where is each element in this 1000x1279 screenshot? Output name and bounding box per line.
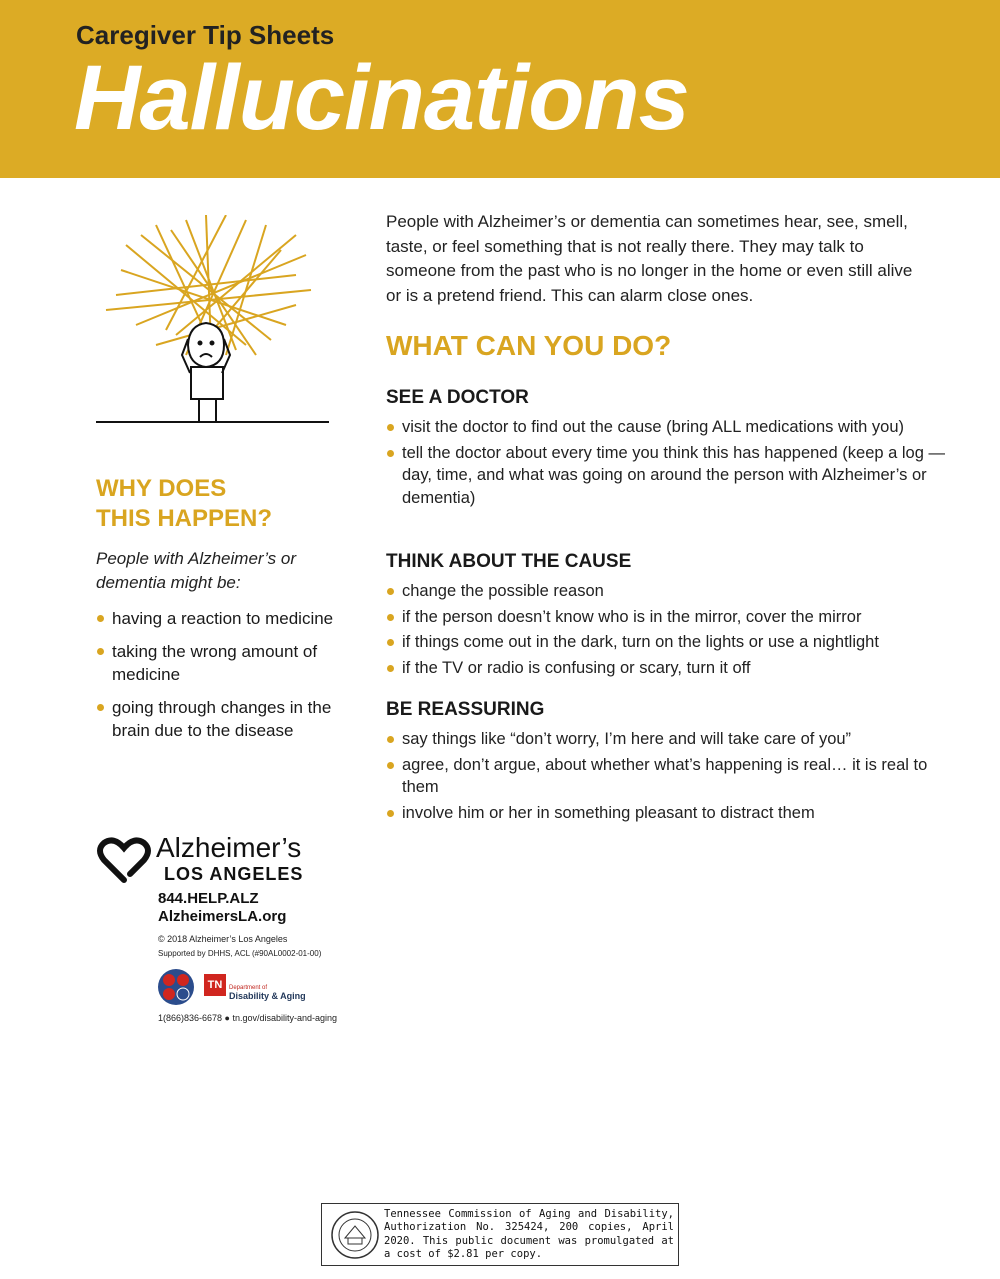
copyright: © 2018 Alzheimer’s Los Angeles xyxy=(158,934,288,944)
list-item: agree, don’t argue, about whether what’s happening is real… it is real to them xyxy=(386,754,946,799)
authorization-notice xyxy=(321,1203,679,1266)
alzheimers-la-logo xyxy=(96,832,356,892)
why-intro: People with Alzheimer’s or dementia might be: xyxy=(96,549,296,592)
state-seal-icon xyxy=(330,1210,380,1260)
list-item: say things like “don’t worry, I’m here and will take care of you” xyxy=(386,728,946,751)
list-item: if things come out in the dark, turn on the lights or use a nightlight xyxy=(386,631,946,654)
list-item: involve him or her in something pleasant to distract them xyxy=(386,802,946,825)
tn-contact: 1(866)836-6678 ● tn.gov/disability-and-aging xyxy=(158,1013,338,1023)
see-a-doctor-list xyxy=(386,416,946,512)
list-item: having a reaction to medicine xyxy=(96,607,346,630)
reasons-list xyxy=(96,607,346,752)
notice-text: Tennessee Commission of Aging and Disability, Authorization No. 325424, 200 copies, April 2020. This public document was promulgated at a cost of $2.81 per copy. xyxy=(384,1208,674,1260)
heart-ribbon-icon xyxy=(96,836,152,884)
what-can-you-do-heading: WHAT CAN YOU DO? xyxy=(386,330,672,361)
logo-name: Alzheimer’s xyxy=(156,832,302,863)
list-item: change the possible reason xyxy=(386,580,946,603)
why-heading-line2: THIS HAPPEN? xyxy=(96,505,273,532)
website: AlzheimersLA.org xyxy=(158,908,287,925)
list-item: taking the wrong amount of medicine xyxy=(96,640,346,686)
list-item: going through changes in the brain due to the disease xyxy=(96,696,346,742)
be-reassuring-list xyxy=(386,728,946,827)
why-heading-line1: WHY DOES xyxy=(96,475,227,502)
tn-badge: TN xyxy=(204,974,226,996)
series-title: Caregiver Tip Sheets xyxy=(76,20,335,50)
header-banner xyxy=(0,0,1000,178)
brain-logo-icon xyxy=(156,967,196,1007)
tn-department-label: Department of xyxy=(229,985,268,991)
intro-paragraph: People with Alzheimer’s or dementia can sometimes hear, see, smell, taste, or feel something that is not really there. They may talk to someone from the past who is no longer in the home or even still alive or is a pretend friend. This can alarm close ones. xyxy=(386,212,913,305)
phone-number: 844.HELP.ALZ xyxy=(158,890,259,907)
support-note: Supported by DHHS, ACL (#90AL0002-01-00) xyxy=(158,949,322,958)
why-heading xyxy=(96,474,272,534)
list-item: visit the doctor to find out the cause (bring ALL medications with you) xyxy=(386,416,946,439)
page-title: Hallucinations xyxy=(74,47,689,149)
tn-department-name: Disability & Aging xyxy=(229,991,306,1001)
list-item: tell the doctor about every time you think this has happened (keep a log — day, time, and what was going on around the person with Alzheimer’s or dementia) xyxy=(386,442,946,510)
logo-subtitle: LOS ANGELES xyxy=(164,864,304,884)
section-title-think-about-the-cause: THINK ABOUT THE CAUSE xyxy=(386,551,632,572)
section-title-see-a-doctor: SEE A DOCTOR xyxy=(386,387,529,408)
section-title-be-reassuring: BE REASSURING xyxy=(386,699,545,720)
stressed-person-illustration xyxy=(96,215,331,430)
list-item: if the TV or radio is confusing or scary, turn it off xyxy=(386,657,946,680)
think-about-cause-list xyxy=(386,580,946,682)
list-item: if the person doesn’t know who is in the mirror, cover the mirror xyxy=(386,606,946,629)
